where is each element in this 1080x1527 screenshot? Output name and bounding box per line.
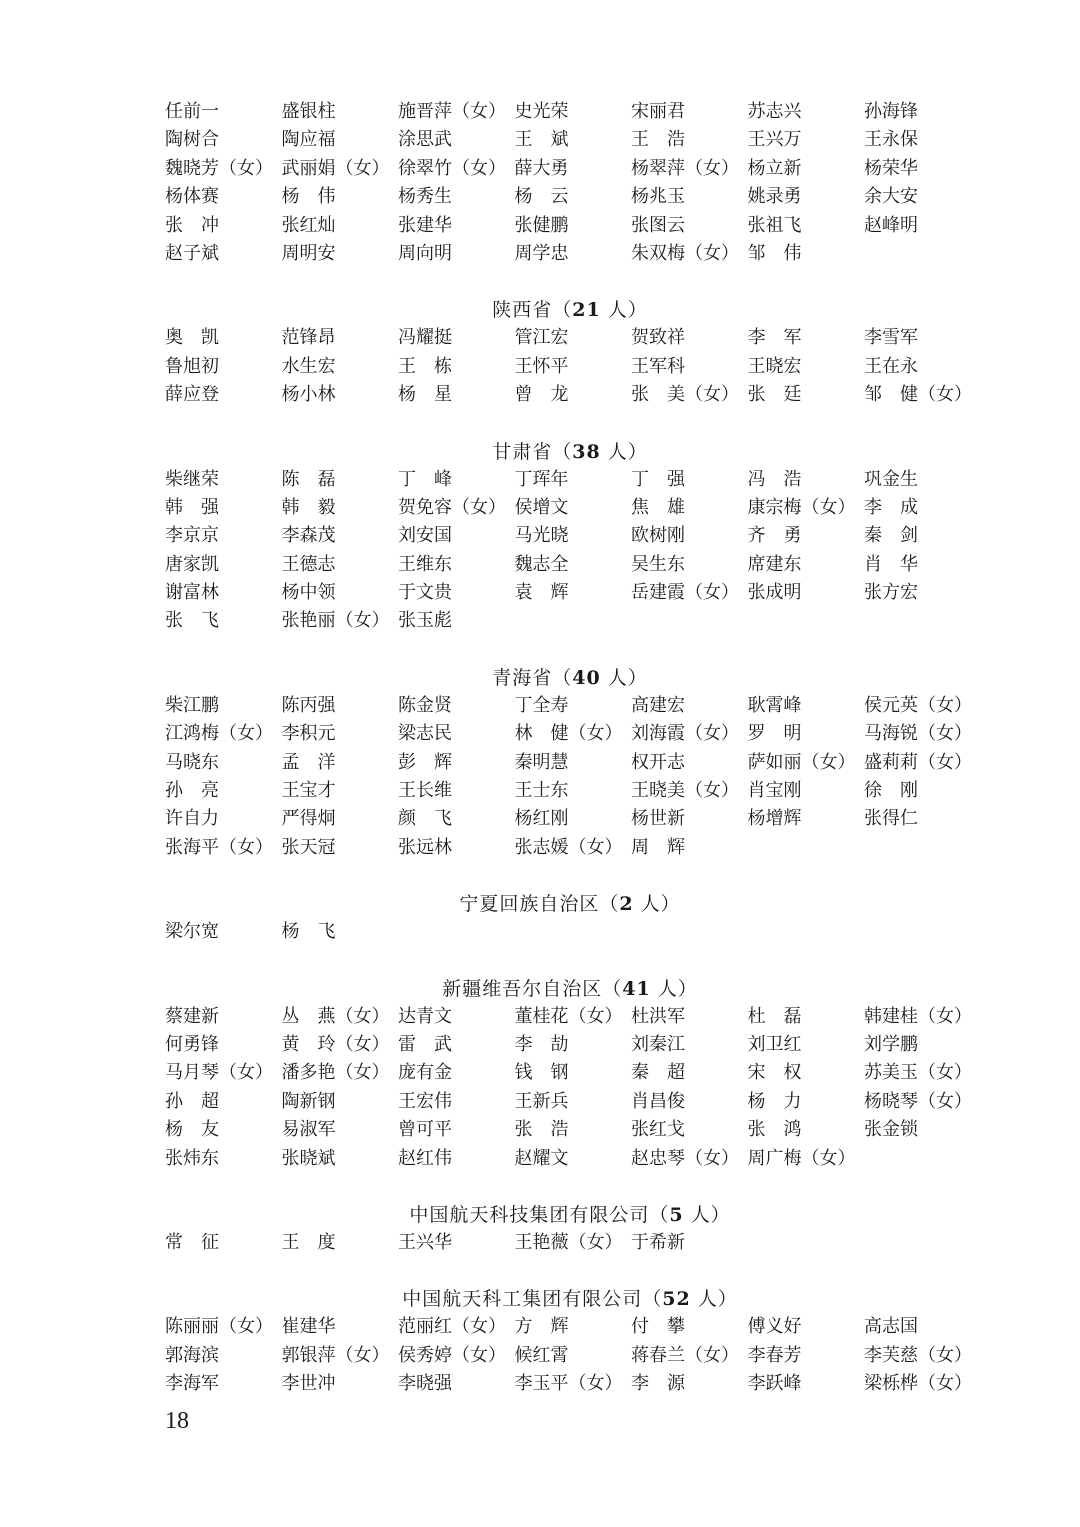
person-name: 李积元 [281, 723, 336, 745]
section [165, 664, 975, 862]
person-name: 姚录勇 [747, 186, 802, 208]
person-name: 耿霄峰 [747, 694, 802, 716]
person-name: 陶树合 [165, 129, 219, 151]
section [165, 975, 975, 1173]
person-name: 孙海锋 [864, 101, 918, 122]
person-name: 张 美（女） [631, 384, 739, 406]
section [165, 890, 975, 946]
person-name: 王军科 [631, 355, 685, 377]
person-name: 王宝才 [281, 780, 336, 802]
person-name: 高志国 [864, 1316, 918, 1338]
person-name: 于希新 [631, 1231, 685, 1253]
person-name: 管江宏 [514, 327, 569, 349]
person-name: 李世冲 [281, 1373, 336, 1395]
person-name: 王 浩 [631, 129, 685, 151]
person-name: 张红灿 [281, 214, 336, 236]
section-title-suffix: 人） [600, 666, 648, 689]
person-name: 范锋昂 [281, 327, 336, 349]
person-name: 颜 飞 [398, 808, 452, 830]
person-name: 丁 强 [631, 468, 685, 490]
person-name: 杨 友 [165, 1119, 219, 1141]
section [165, 1201, 975, 1257]
person-name: 余大安 [864, 186, 918, 208]
person-name: 傅义好 [747, 1316, 802, 1338]
person-name: 彭 辉 [398, 751, 452, 773]
person-name: 杨 星 [398, 384, 452, 406]
person-name: 刘学鹏 [864, 1033, 918, 1055]
person-name: 盛银柱 [281, 101, 336, 122]
section-title-text: 青海省（ [492, 666, 573, 689]
section-count: 52 [662, 1288, 691, 1311]
person-name: 李玉平（女） [514, 1373, 623, 1395]
person-name: 张远林 [398, 836, 452, 858]
person-name: 冯耀挺 [398, 327, 452, 349]
person-name: 杨翠萍（女） [631, 157, 739, 179]
person-name: 周学忠 [514, 242, 569, 264]
person-name: 柴继荣 [165, 468, 219, 490]
person-name: 马月琴（女） [165, 1062, 273, 1084]
section-title [165, 1285, 975, 1313]
section-title-suffix: 人） [600, 440, 648, 463]
name-row [165, 212, 975, 240]
name-row [165, 805, 975, 833]
person-name: 贺免容（女） [398, 496, 506, 518]
name-row [165, 494, 975, 522]
person-name: 陈 磊 [281, 468, 336, 490]
person-name: 董桂花（女） [514, 1005, 623, 1027]
person-name: 李 军 [747, 327, 802, 349]
person-name: 李森茂 [281, 525, 336, 547]
person-name: 赵耀文 [514, 1147, 569, 1169]
person-name: 张 廷 [747, 384, 802, 406]
person-name: 丁珲年 [514, 468, 569, 490]
person-name: 杨 飞 [281, 921, 336, 943]
person-name: 苏美玉（女） [864, 1062, 972, 1084]
person-name: 薛大勇 [514, 157, 569, 179]
person-name: 张祖飞 [747, 214, 802, 236]
person-name: 候红霄 [514, 1344, 569, 1366]
person-name: 鲁旭初 [165, 355, 219, 377]
name-row [165, 720, 975, 748]
section-title [165, 1201, 975, 1229]
person-name: 任前一 [165, 101, 219, 122]
person-name: 魏志全 [514, 553, 569, 575]
name-row [165, 749, 975, 777]
person-name: 王德志 [281, 553, 336, 575]
person-name: 张晓斌 [281, 1147, 336, 1169]
person-name: 冯 浩 [747, 468, 802, 490]
person-name: 杨 云 [514, 186, 569, 208]
person-name: 巩金生 [864, 468, 918, 490]
section-title-text: 中国航天科技集团有限公司（ [409, 1203, 670, 1226]
person-name: 张 飞 [165, 610, 219, 632]
person-name: 杨体赛 [165, 186, 219, 208]
person-name: 杨中领 [281, 582, 336, 604]
section-count: 2 [619, 893, 634, 916]
person-name: 王士东 [514, 780, 569, 802]
person-name: 杨世新 [631, 808, 685, 830]
person-name: 陈丙强 [281, 694, 336, 716]
section-title-text: 陕西省（ [492, 299, 573, 322]
section-title-text: 新疆维吾尔自治区（ [442, 977, 623, 1000]
person-name: 吴生东 [631, 553, 685, 575]
person-name: 宋丽君 [631, 101, 685, 122]
person-name: 唐家凯 [165, 553, 219, 575]
person-name: 曾 龙 [514, 384, 569, 406]
person-name: 秦 超 [631, 1062, 685, 1084]
person-name: 王 栋 [398, 355, 452, 377]
person-name: 何勇锋 [165, 1033, 219, 1055]
name-row [165, 1031, 975, 1059]
person-name: 苏志兴 [747, 101, 802, 122]
section-title-text: 中国航天科工集团有限公司（ [402, 1288, 663, 1311]
person-name: 梁尔宽 [165, 921, 219, 943]
person-name: 王维东 [398, 553, 452, 575]
name-row [165, 777, 975, 805]
person-name: 曾可平 [398, 1119, 452, 1141]
person-name: 杨增辉 [747, 808, 802, 830]
name-row [165, 692, 975, 720]
person-name: 罗 明 [747, 723, 802, 745]
name-row [165, 522, 975, 550]
section-count: 21 [572, 299, 601, 322]
name-row [165, 607, 975, 635]
person-name: 杨荣华 [864, 157, 918, 179]
person-name: 张 鸿 [747, 1119, 802, 1141]
person-name: 陈丽丽（女） [165, 1316, 273, 1338]
name-row [165, 1229, 975, 1257]
person-name: 王怀平 [514, 355, 569, 377]
person-name: 柴江鹏 [165, 694, 219, 716]
name-row [165, 126, 975, 154]
person-name: 侯元英（女） [864, 694, 972, 716]
person-name: 钱 钢 [514, 1062, 569, 1084]
section-title [165, 664, 975, 692]
name-row [165, 1059, 975, 1087]
section-count: 38 [572, 440, 601, 463]
person-name: 梁志民 [398, 723, 452, 745]
person-name: 朱双梅（女） [631, 242, 739, 264]
person-name: 王宏伟 [398, 1090, 452, 1112]
person-name: 盛莉莉（女） [864, 751, 972, 773]
person-name: 王 斌 [514, 129, 569, 151]
person-name: 肖昌俊 [631, 1090, 685, 1112]
person-name: 郭银萍（女） [281, 1344, 390, 1366]
person-name: 张天冠 [281, 836, 336, 858]
person-name: 李跃峰 [747, 1373, 802, 1395]
name-row [165, 1370, 975, 1398]
person-name: 刘安国 [398, 525, 452, 547]
person-name: 邹 伟 [747, 242, 802, 264]
section-title [165, 975, 975, 1003]
person-name: 王长维 [398, 780, 452, 802]
person-name: 张红戈 [631, 1119, 685, 1141]
name-row [165, 579, 975, 607]
person-name: 杨 力 [747, 1090, 802, 1112]
person-name: 雷 武 [398, 1033, 452, 1055]
name-row [165, 1088, 975, 1116]
person-name: 王晓美（女） [631, 780, 739, 802]
person-name: 韩建桂（女） [864, 1005, 972, 1027]
section-title-suffix: 人） [600, 299, 648, 322]
person-name: 刘秦江 [631, 1033, 685, 1055]
person-name: 张 冲 [165, 214, 219, 236]
person-name: 杨 伟 [281, 186, 336, 208]
name-row [165, 240, 975, 268]
person-name: 张金锁 [864, 1119, 918, 1141]
section-count: 41 [622, 977, 651, 1000]
person-name: 张得仁 [864, 808, 918, 830]
person-name: 秦明慧 [514, 751, 569, 773]
person-name: 萨如丽（女） [747, 751, 856, 773]
person-name: 肖 华 [864, 553, 918, 575]
section [165, 1285, 975, 1398]
person-name: 侯秀婷（女） [398, 1344, 506, 1366]
person-name: 周广梅（女） [747, 1147, 856, 1169]
person-name: 高建宏 [631, 694, 685, 716]
person-name: 赵子斌 [165, 242, 219, 264]
person-name: 张 浩 [514, 1119, 569, 1141]
person-name: 于文贵 [398, 582, 452, 604]
person-name: 许自力 [165, 808, 219, 830]
person-name: 庞有金 [398, 1062, 452, 1084]
person-name: 奥 凯 [165, 327, 219, 349]
person-name: 杨晓琴（女） [864, 1090, 972, 1112]
person-name: 周向明 [398, 242, 452, 264]
person-name: 欧树刚 [631, 525, 685, 547]
person-name: 薛应登 [165, 384, 219, 406]
person-name: 王晓宏 [747, 355, 802, 377]
person-name: 陶应福 [281, 129, 336, 151]
person-name: 马晓东 [165, 751, 219, 773]
person-name: 周 辉 [631, 836, 685, 858]
person-name: 康宗梅（女） [747, 496, 856, 518]
person-name: 梁栎桦（女） [864, 1373, 972, 1395]
person-name: 孙 超 [165, 1090, 219, 1112]
person-name: 丁 峰 [398, 468, 452, 490]
person-name: 齐 勇 [747, 525, 802, 547]
name-row [165, 551, 975, 579]
person-name: 杨红刚 [514, 808, 569, 830]
person-name: 徐翠竹（女） [398, 157, 506, 179]
person-name: 张图云 [631, 214, 685, 236]
name-row [165, 155, 975, 183]
section-count: 5 [669, 1203, 684, 1226]
person-name: 张炜东 [165, 1147, 219, 1169]
person-name: 张海平（女） [165, 836, 273, 858]
person-name: 赵红伟 [398, 1147, 452, 1169]
person-name: 焦 雄 [631, 496, 685, 518]
section [165, 296, 975, 409]
person-name: 秦 剑 [864, 525, 918, 547]
person-name: 肖宝刚 [747, 780, 802, 802]
person-name: 王永保 [864, 129, 918, 151]
person-name: 周明安 [281, 242, 336, 264]
person-name: 陈金贤 [398, 694, 452, 716]
name-row [165, 1313, 975, 1341]
section-title-text: 宁夏回族自治区（ [459, 893, 620, 916]
person-name: 魏晓芳（女） [165, 157, 273, 179]
person-name: 江鸿梅（女） [165, 723, 273, 745]
section-title [165, 296, 975, 324]
person-name: 武丽娟（女） [281, 157, 390, 179]
section-title-suffix: 人） [690, 1288, 738, 1311]
name-row [165, 1342, 975, 1370]
name-row [165, 1145, 975, 1173]
person-name: 李京京 [165, 525, 219, 547]
section-count: 40 [572, 666, 601, 689]
person-name: 贺致祥 [631, 327, 685, 349]
person-name: 李 源 [631, 1373, 685, 1395]
person-name: 邹 健（女） [864, 384, 972, 406]
person-name: 李 成 [864, 496, 918, 518]
person-name: 张志媛（女） [514, 836, 623, 858]
person-name: 张成明 [747, 582, 802, 604]
person-name: 赵忠琴（女） [631, 1147, 739, 1169]
person-name: 方 辉 [514, 1316, 569, 1338]
person-name: 王新兵 [514, 1090, 569, 1112]
section [165, 98, 975, 268]
person-name: 张方宏 [864, 582, 918, 604]
person-name: 杨小林 [281, 384, 336, 406]
person-name: 丛 燕（女） [281, 1005, 390, 1027]
person-name: 杜洪军 [631, 1005, 685, 1027]
name-row [165, 353, 975, 381]
person-name: 杨立新 [747, 157, 802, 179]
person-name: 张健鹏 [514, 214, 569, 236]
person-name: 张建华 [398, 214, 452, 236]
name-row [165, 466, 975, 494]
person-name: 易淑军 [281, 1119, 336, 1141]
person-name: 袁 辉 [514, 582, 569, 604]
person-name: 蔡建新 [165, 1005, 219, 1027]
name-row [165, 834, 975, 862]
section-title [165, 890, 975, 918]
person-name: 王 度 [281, 1231, 336, 1253]
person-name: 马光晓 [514, 525, 569, 547]
person-name: 严得炯 [281, 808, 336, 830]
person-name: 张玉彪 [398, 610, 452, 632]
section-title-suffix: 人） [683, 1203, 731, 1226]
page-number: 18 [165, 1408, 189, 1434]
person-name: 韩 强 [165, 496, 219, 518]
person-name: 崔建华 [281, 1316, 336, 1338]
name-row [165, 918, 975, 946]
person-name: 王兴华 [398, 1231, 452, 1253]
person-name: 丁全寿 [514, 694, 569, 716]
person-name: 涂思武 [398, 129, 452, 151]
person-name: 李雪军 [864, 327, 918, 349]
person-name: 王艳薇（女） [514, 1231, 623, 1253]
person-name: 郭海滨 [165, 1344, 219, 1366]
person-name: 王在永 [864, 355, 918, 377]
person-name: 孟 洋 [281, 751, 336, 773]
person-name: 施晋萍（女） [398, 101, 506, 122]
person-name: 孙 亮 [165, 780, 219, 802]
person-name: 杜 磊 [747, 1005, 802, 1027]
person-name: 付 攀 [631, 1316, 685, 1338]
person-name: 杨秀生 [398, 186, 452, 208]
person-name: 谢富林 [165, 582, 219, 604]
section-title-suffix: 人） [650, 977, 698, 1000]
person-name: 徐 刚 [864, 780, 918, 802]
name-row [165, 183, 975, 211]
person-name: 林 健（女） [514, 723, 623, 745]
person-name: 李晓强 [398, 1373, 452, 1395]
person-name: 史光荣 [514, 101, 569, 122]
name-list [165, 98, 975, 1399]
person-name: 岳建霞（女） [631, 582, 739, 604]
name-row [165, 381, 975, 409]
section-title-suffix: 人） [633, 893, 681, 916]
section-title [165, 438, 975, 466]
person-name: 宋 权 [747, 1062, 802, 1084]
person-name: 韩 毅 [281, 496, 336, 518]
person-name: 达青文 [398, 1005, 452, 1027]
person-name: 蒋春兰（女） [631, 1344, 739, 1366]
person-name: 常 征 [165, 1231, 219, 1253]
person-name: 李芙慈（女） [864, 1344, 972, 1366]
person-name: 赵峰明 [864, 214, 918, 236]
person-name: 王兴万 [747, 129, 802, 151]
name-row [165, 324, 975, 352]
name-row [165, 1116, 975, 1144]
section [165, 438, 975, 636]
person-name: 杨兆玉 [631, 186, 685, 208]
person-name: 陶新钢 [281, 1090, 336, 1112]
person-name: 刘卫红 [747, 1033, 802, 1055]
person-name: 李 劼 [514, 1033, 569, 1055]
person-name: 张艳丽（女） [281, 610, 390, 632]
person-name: 侯增文 [514, 496, 569, 518]
section-title-text: 甘肃省（ [492, 440, 573, 463]
person-name: 席建东 [747, 553, 802, 575]
person-name: 权开志 [631, 751, 685, 773]
person-name: 马海锐（女） [864, 723, 972, 745]
person-name: 李春芳 [747, 1344, 802, 1366]
name-row [165, 98, 975, 126]
person-name: 黄 玲（女） [281, 1033, 390, 1055]
person-name: 水生宏 [281, 355, 336, 377]
person-name: 范丽红（女） [398, 1316, 506, 1338]
name-row [165, 1003, 975, 1031]
person-name: 潘多艳（女） [281, 1062, 390, 1084]
person-name: 李海军 [165, 1373, 219, 1395]
person-name: 刘海霞（女） [631, 723, 739, 745]
